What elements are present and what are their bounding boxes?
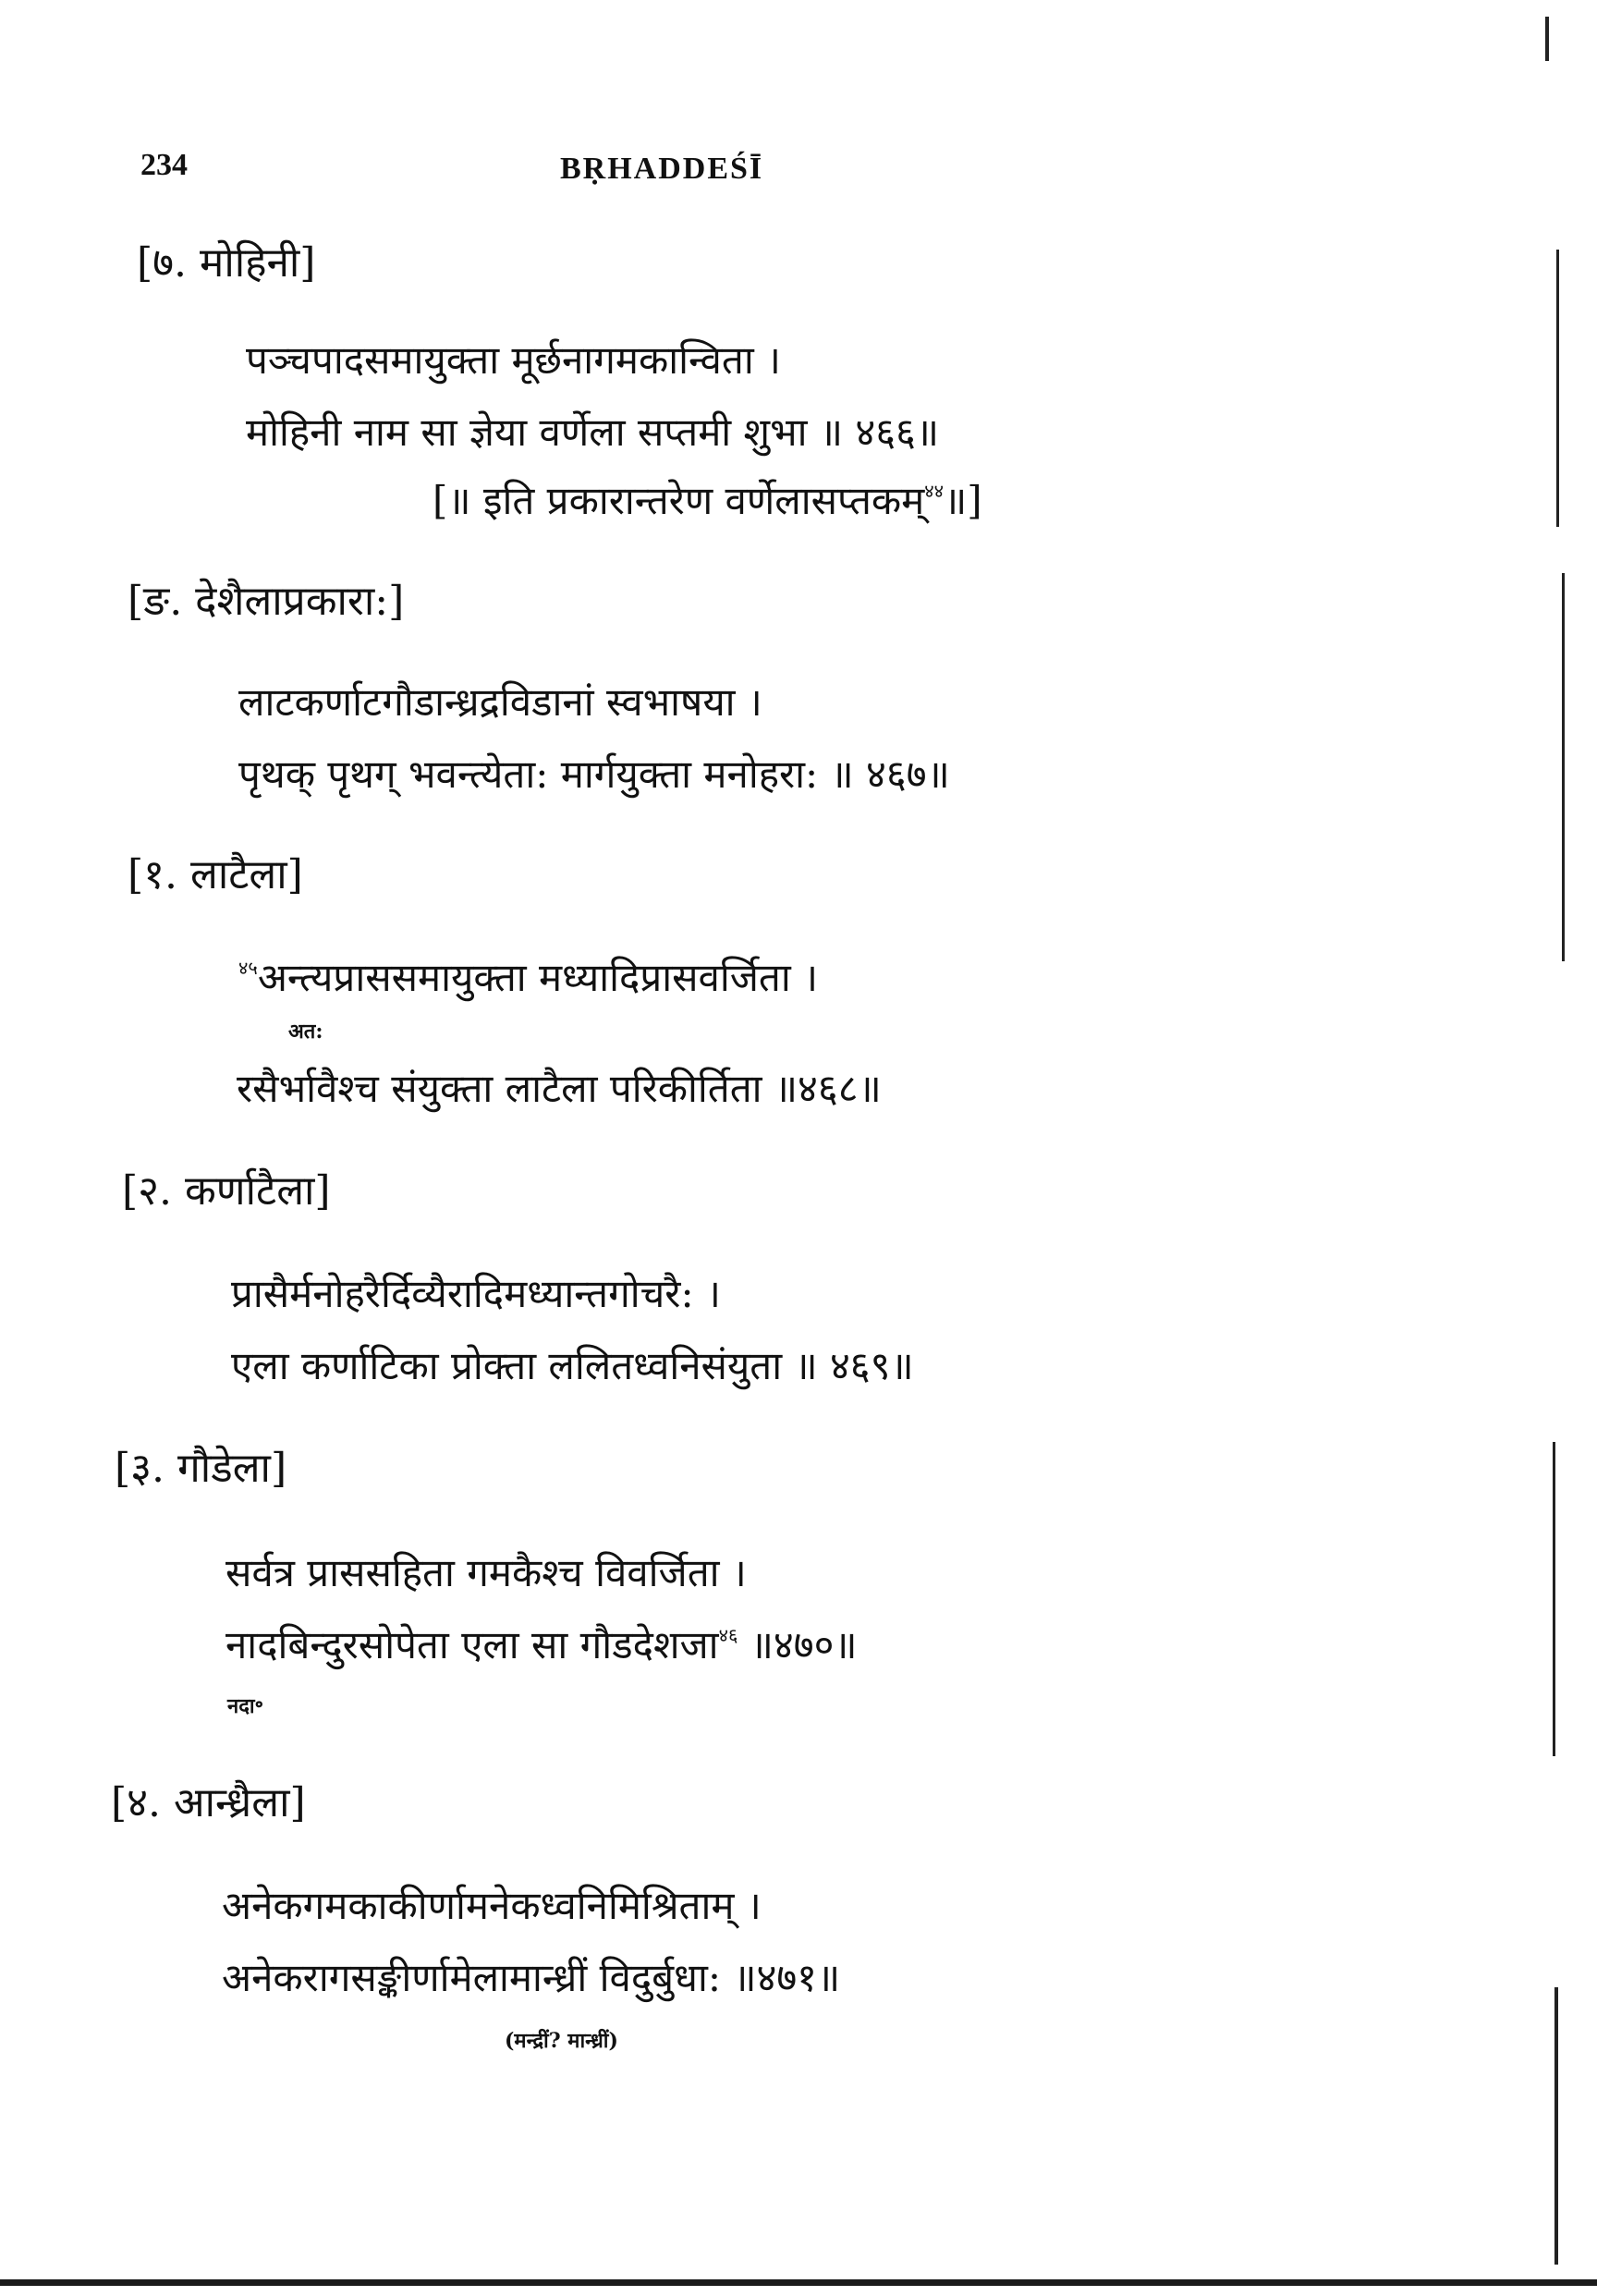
variant-note: (मन्द्रीं? मान्ध्रीं) (505, 2029, 618, 2053)
scan-edge-bar (1554, 1987, 1558, 2265)
page-number: 234 (140, 148, 188, 182)
verse-470-line2-text: नादबिन्दुरसोपेता एला सा गौडदेशजा (226, 1622, 719, 1667)
variant-note: नदा॰ (227, 1694, 263, 1718)
verse-469-line1: प्रासैर्मनोहरैर्दिव्यैरादिमध्यान्तगोचरै: । (231, 1271, 721, 1316)
verse-470-number: ॥४७०॥ (738, 1622, 858, 1667)
scan-edge-bar (1562, 573, 1565, 961)
colophon-end: ॥] (944, 478, 982, 523)
page-bottom-rule (0, 2279, 1597, 2286)
colophon (433, 473, 982, 526)
scan-edge-bar (1553, 1442, 1555, 1756)
verse-470-line2 (226, 1618, 858, 1670)
variant-note: अत: (288, 1020, 323, 1044)
footnote-marker: ४५ (238, 957, 258, 979)
footnote-marker: ४४ (924, 480, 945, 502)
verse-468-line2: रसैर्भावैश्च संयुक्ता लाटैला परिकीर्तिता ॥४६८॥ (237, 1066, 882, 1111)
verse-470-line1: सर्वत्र प्राससहिता गमकैश्च विवर्जिता । (226, 1550, 747, 1595)
verse-469-line2: एला कर्णाटिका प्रोक्ता ललितध्वनिसंयुता ॥ ४६९॥ (231, 1343, 914, 1388)
verse-466-line2: मोहिनी नाम सा ज्ञेया वर्णेला सप्तमी शुभा ॥ ४६६॥ (246, 409, 940, 455)
verse-471-line1: अनेकगमकाकीर्णामनेकध्वनिमिश्रिताम् । (222, 1883, 762, 1928)
section-heading-andhraila: [४. आन्ध्रैला] (111, 1779, 306, 1826)
verse-467-line1: लाटकर्णाटगौडान्ध्रद्रविडानां स्वभाषया । (238, 679, 762, 725)
verse-468-line1-text: अन्त्यप्राससमायुक्ता मध्यादिप्रासवर्जिता । (257, 955, 818, 1000)
verse-468-line1 (238, 950, 818, 1003)
section-heading-karnataila: [२. कर्णाटैला] (122, 1167, 331, 1215)
section-heading-gaudela: [३. गौडेला] (115, 1445, 287, 1492)
scan-edge-bar (1556, 250, 1559, 527)
verse-471-line2: अनेकरागसङ्कीर्णामेलामान्ध्रीं विदुर्बुधा: ॥४७१॥ (222, 1955, 841, 2000)
footnote-marker: ४६ (718, 1624, 738, 1646)
running-header: BṚHADDEŚĪ (560, 152, 764, 186)
scan-edge-bar (1545, 17, 1549, 61)
section-heading-deshaila: [ङ. देशैलाप्रकारा:] (128, 578, 405, 625)
colophon-text: [॥ इति प्रकारान्तरेण वर्णेलासप्तकम् (433, 478, 925, 523)
verse-466-line1: पञ्चपादसमायुक्ता मूर्छनागमकान्विता । (246, 337, 781, 383)
verse-467-line2: पृथक् पृथग् भवन्त्येता: मार्गयुक्ता मनोहरा: ॥ ४६७॥ (238, 751, 950, 797)
section-heading-mohini: [७. मोहिनी] (137, 239, 316, 287)
section-heading-lataila: [१. लाटैला] (128, 851, 303, 898)
